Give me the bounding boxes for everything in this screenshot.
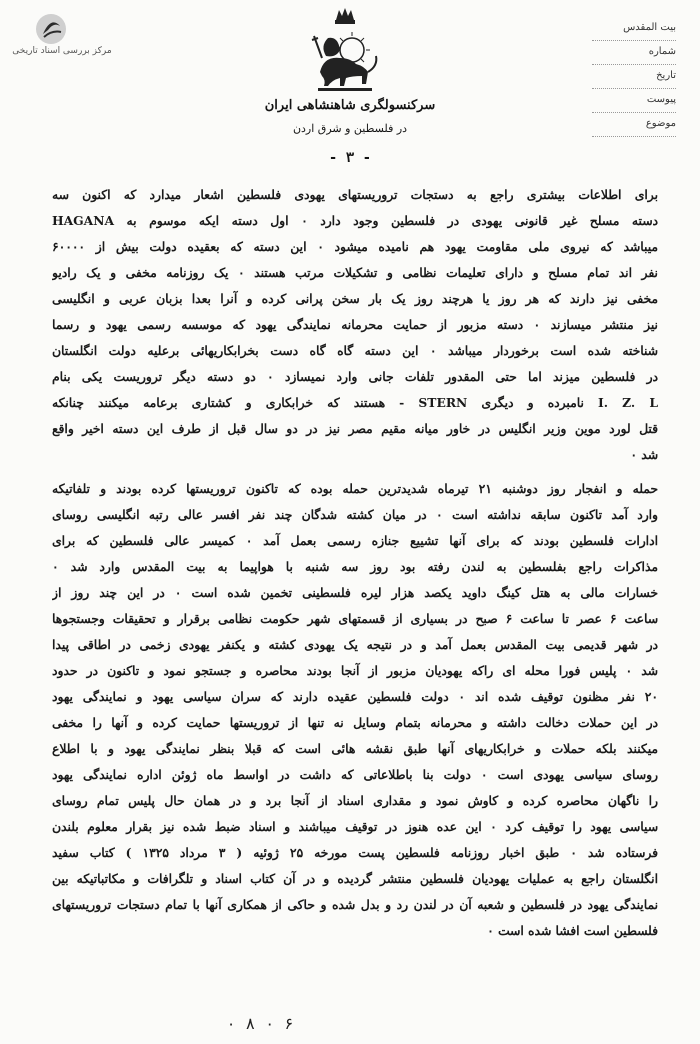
body-line: فرستاده شد ۰ طبق اخبار روزنامه فلسطین پست مورخه ۲۵ ژوئیه ( ۳ مرداد ۱۳۲۵ ) کتاب سفید bbox=[52, 845, 658, 860]
paragraph-gap bbox=[52, 468, 658, 476]
body-line: مذاکرات راجع بفلسطین به لندن رفته بود روز سه شنبه با هواپیما به بیت المقدس وارد شد ۰ bbox=[52, 559, 658, 574]
body-line: خسارات مالی به هتل کینگ داوید یکصد هزار لیره فلسطینی تخمین شده است ۰ در این چند روز از bbox=[52, 585, 658, 600]
body-line: ساعت ۶ عصر تا ساعت ۶ صبح در بسیاری از قسمتهای شهر حکومت نظامی برقرار و تحقیقات وجستجوها bbox=[52, 611, 658, 626]
body-line: قتل لورد موین وزیر انگلیس در خاور میانه مقیم مصر نیز در دو سال قبل از طرف این دسته اخیر واقع bbox=[52, 421, 658, 436]
reference-location: بیت المقدس bbox=[592, 18, 676, 41]
handwritten-number: ۰ ۸ ۰ ۶ bbox=[226, 1014, 294, 1033]
reference-date-label: تاریخ bbox=[592, 66, 676, 89]
body-line: فلسطین است افشا شده است ۰ bbox=[487, 923, 658, 938]
organization-subtitle: در فلسطین و شرق اردن bbox=[292, 122, 408, 135]
body-line: شناخته شده است برخوردار میباشد ۰ این دسته گاه گاه دست بخرابکاریهائی برعلیه دولت انگلستان bbox=[52, 343, 658, 358]
body-line: میباشد که نیروی ملی مقاومت یهود هم نامیده میشود ۰ این دسته که بعقیده دولت بیش از ۶۰۰۰۰ bbox=[52, 239, 658, 254]
archive-logo-icon bbox=[34, 12, 68, 46]
body-line: I. Z. L نامبرده و دیگری STERN - هستند که خرابکاری و کشتاری برعامه میکنند چنانکه bbox=[52, 395, 658, 410]
body-line: در شهر قدیمی بیت المقدس بعمل آمد و در نتیجه یک یهودی کشته و یکنفر یهودی زخمی در اطاقی پیدا bbox=[52, 637, 658, 652]
body-line: ادارات فلسطین بودند که برای آنها تشییع جنازه رسمی بعمل آمد ۰ کمیسر عالی فلسطین که برای bbox=[52, 533, 658, 548]
body-line: وارد آمد تاکنون سابقه نداشته است ۰ در میان کشته شدگان چند نفر افسر عالی رتبه انگلیسی روسای bbox=[52, 507, 658, 522]
reference-subject-label: موضوع bbox=[592, 114, 676, 137]
page-number: - ۳ - bbox=[328, 150, 372, 166]
watermark-text: مرکز بررسی اسناد تاریخی bbox=[12, 46, 112, 56]
letter-body bbox=[52, 182, 658, 944]
body-line: را ناگهان محاصره کرده و کاوش نمود و مقداری اسناد از آنجا برد و در همان حال پلیس تمام روسای bbox=[52, 793, 658, 808]
body-line: حمله و انفجار روز دوشنبه ۲۱ تیرماه شدیدترین حمله بوده که تاکنون تروریستها کرده بودند و تلفاتیکه bbox=[52, 481, 658, 496]
body-line: شد ۰ bbox=[630, 447, 658, 462]
lion-and-sun-emblem-icon bbox=[306, 6, 384, 96]
body-line: مخفی نیز دارند که هر روز یا هرچند روز یک بار سخن پرانی کرده و آنرا بعدا بزبان عربی و انگلیسی bbox=[52, 291, 658, 306]
reference-attachment-label: پیوست bbox=[592, 90, 676, 113]
body-line: نفر اند تمام مسلح و دارای تعلیمات نظامی و تشکیلات مرتب هستند ۰ یک روزنامه مخفی و یک رادیو bbox=[52, 265, 658, 280]
body-line: روسای سیاسی یهودی است ۰ دولت بنا باطلاعاتی که داشت در اواسط ماه ژوئن اداره نمایندگی یهود bbox=[52, 767, 658, 782]
body-line: در این حملات دخالت داشته و محرمانه بتمام وسایل نه تنها از تروریستها حمایت کرده و آنها را مخفی bbox=[52, 715, 658, 730]
body-line: انگلستان راجع به عملیات یهودیان فلسطین منتشر گردیده و در آن کتاب اسناد و تلگرافات و مکاتباتیکه بین bbox=[52, 871, 658, 886]
body-line: میکنند بلکه حملات و خرابکاریهای آنها طبق نقشه هائی است که قبلا بنظر نمایندگی یهود و با اطلاع bbox=[52, 741, 658, 756]
body-line: شد ۰ پلیس فورا محله ای راکه یهودیان مزبور از آنجا بودند محاصره و جستجو نمود و تاکنون در حدود bbox=[52, 663, 658, 678]
body-line: برای اطلاعات بیشتری راجع به دستجات تروریستهای یهودی فلسطین اشعار میدارد که اکنون سه bbox=[52, 187, 658, 202]
body-line: در فلسطین میزند اما حتی المقدور تلفات جانی وارد نمیسازد ۰ دو دسته دیگر تروریست یکی بنام bbox=[52, 369, 658, 384]
body-line: نیز منتشر میسازند ۰ دسته مزبور از حمایت محرمانه نمایندگی یهود که موسسه رسمی یهود و رسما bbox=[52, 317, 658, 332]
body-line: سیاسی یهود را توقیف کرد ۰ این عده هنوز در توقیف میباشند و اسناد ضبط شده نیز بقرار معلوم بلندن bbox=[52, 819, 658, 834]
reference-block bbox=[592, 18, 676, 138]
body-line: نمایندگی یهود در فلسطین و شعبه آن در لندن رد و بدل شده و حاکی از همکاری آنها با تمام دستجات تروریستهای bbox=[52, 897, 658, 912]
organization-name: سرکنسولگری شاهنشاهی ایران bbox=[264, 98, 436, 113]
reference-number-label: شماره bbox=[592, 42, 676, 65]
body-line: دسته مسلح غیر قانونی یهودی در فلسطین وجود دارد ۰ اول دسته ایکه موسوم به HAGANA bbox=[52, 213, 658, 228]
body-line: ۲۰ نفر مظنون توقیف شده اند ۰ دولت فلسطین عقیده دارند که سران سیاسی یهود و نمایندگی یهود bbox=[52, 689, 658, 704]
